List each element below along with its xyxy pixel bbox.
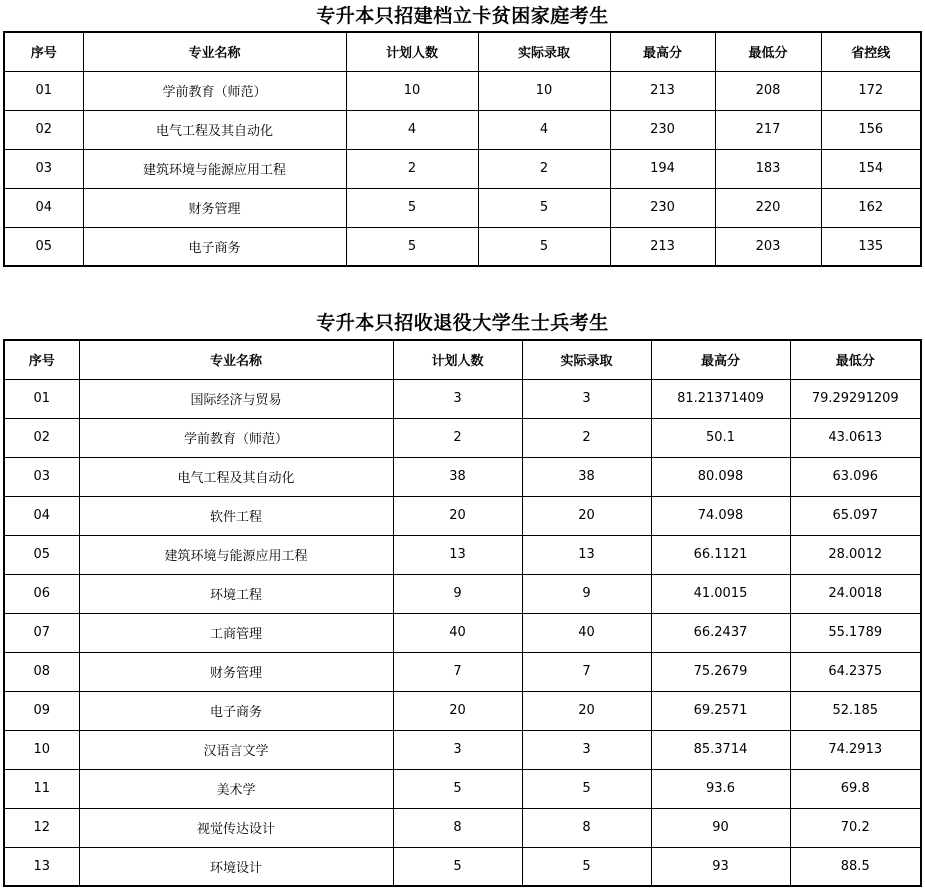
provincial-line-cell: 156 <box>821 110 921 149</box>
planned-count-cell: 5 <box>346 188 478 227</box>
highest-score-cell: 90 <box>651 808 790 847</box>
provincial-line-cell: 172 <box>821 71 921 110</box>
planned-count-cell: 5 <box>393 769 522 808</box>
serial-number-cell: 05 <box>4 535 79 574</box>
planned-count-cell: 7 <box>393 652 522 691</box>
major-name-cell: 电子商务 <box>83 227 346 266</box>
actual-admitted-cell: 2 <box>478 149 610 188</box>
lowest-score-cell: 43.0613 <box>790 418 921 457</box>
actual-admitted-cell: 7 <box>522 652 651 691</box>
table-row <box>4 188 921 227</box>
serial-number-cell: 12 <box>4 808 79 847</box>
column-header: 最低分 <box>790 340 921 379</box>
table-row <box>4 847 921 886</box>
column-header: 最高分 <box>651 340 790 379</box>
actual-admitted-cell: 13 <box>522 535 651 574</box>
serial-number-cell: 03 <box>4 149 83 188</box>
major-name-cell: 国际经济与贸易 <box>79 379 393 418</box>
column-header: 专业名称 <box>79 340 393 379</box>
table-row <box>4 613 921 652</box>
lowest-score-cell: 28.0012 <box>790 535 921 574</box>
column-header: 序号 <box>4 340 79 379</box>
table-row <box>4 110 921 149</box>
table2-title: 专升本只招收退役大学生士兵考生 <box>316 312 609 334</box>
actual-admitted-cell: 10 <box>478 71 610 110</box>
column-header: 实际录取 <box>522 340 651 379</box>
lowest-score-cell: 52.185 <box>790 691 921 730</box>
table-row <box>4 691 921 730</box>
highest-score-cell: 213 <box>610 71 715 110</box>
major-name-cell: 学前教育（师范） <box>83 71 346 110</box>
actual-admitted-cell: 40 <box>522 613 651 652</box>
major-name-cell: 环境设计 <box>79 847 393 886</box>
highest-score-cell: 230 <box>610 188 715 227</box>
serial-number-cell: 10 <box>4 730 79 769</box>
lowest-score-cell: 88.5 <box>790 847 921 886</box>
lowest-score-cell: 74.2913 <box>790 730 921 769</box>
highest-score-cell: 50.1 <box>651 418 790 457</box>
lowest-score-cell: 65.097 <box>790 496 921 535</box>
serial-number-cell: 08 <box>4 652 79 691</box>
lowest-score-cell: 220 <box>715 188 821 227</box>
highest-score-cell: 66.1121 <box>651 535 790 574</box>
actual-admitted-cell: 3 <box>522 379 651 418</box>
actual-admitted-cell: 5 <box>522 769 651 808</box>
serial-number-cell: 01 <box>4 71 83 110</box>
table1-title: 专升本只招建档立卡贫困家庭考生 <box>316 5 609 27</box>
table-row <box>4 149 921 188</box>
serial-number-cell: 09 <box>4 691 79 730</box>
serial-number-cell: 05 <box>4 227 83 266</box>
table-row <box>4 227 921 266</box>
column-header: 最低分 <box>715 32 821 71</box>
column-header: 计划人数 <box>393 340 522 379</box>
column-header: 省控线 <box>821 32 921 71</box>
actual-admitted-cell: 2 <box>522 418 651 457</box>
highest-score-cell: 75.2679 <box>651 652 790 691</box>
lowest-score-cell: 208 <box>715 71 821 110</box>
serial-number-cell: 13 <box>4 847 79 886</box>
serial-number-cell: 01 <box>4 379 79 418</box>
actual-admitted-cell: 4 <box>478 110 610 149</box>
planned-count-cell: 9 <box>393 574 522 613</box>
table-row <box>4 71 921 110</box>
planned-count-cell: 10 <box>346 71 478 110</box>
column-header: 最高分 <box>610 32 715 71</box>
serial-number-cell: 04 <box>4 188 83 227</box>
serial-number-cell: 07 <box>4 613 79 652</box>
major-name-cell: 建筑环境与能源应用工程 <box>79 535 393 574</box>
table-row <box>4 808 921 847</box>
major-name-cell: 建筑环境与能源应用工程 <box>83 149 346 188</box>
serial-number-cell: 04 <box>4 496 79 535</box>
column-header: 序号 <box>4 32 83 71</box>
provincial-line-cell: 135 <box>821 227 921 266</box>
serial-number-cell: 02 <box>4 418 79 457</box>
actual-admitted-cell: 5 <box>522 847 651 886</box>
table-row <box>4 652 921 691</box>
highest-score-cell: 41.0015 <box>651 574 790 613</box>
serial-number-cell: 02 <box>4 110 83 149</box>
table-row <box>4 769 921 808</box>
planned-count-cell: 2 <box>346 149 478 188</box>
highest-score-cell: 230 <box>610 110 715 149</box>
planned-count-cell: 20 <box>393 691 522 730</box>
column-header: 实际录取 <box>478 32 610 71</box>
major-name-cell: 环境工程 <box>79 574 393 613</box>
provincial-line-cell: 162 <box>821 188 921 227</box>
serial-number-cell: 06 <box>4 574 79 613</box>
table2-header-row <box>4 340 921 379</box>
table-row <box>4 535 921 574</box>
major-name-cell: 电子商务 <box>79 691 393 730</box>
major-name-cell: 电气工程及其自动化 <box>79 457 393 496</box>
lowest-score-cell: 70.2 <box>790 808 921 847</box>
major-name-cell: 视觉传达设计 <box>79 808 393 847</box>
table-row <box>4 457 921 496</box>
planned-count-cell: 4 <box>346 110 478 149</box>
planned-count-cell: 3 <box>393 730 522 769</box>
serial-number-cell: 03 <box>4 457 79 496</box>
poverty-students-admission-table <box>3 31 922 267</box>
actual-admitted-cell: 5 <box>478 227 610 266</box>
planned-count-cell: 2 <box>393 418 522 457</box>
highest-score-cell: 81.21371409 <box>651 379 790 418</box>
highest-score-cell: 80.098 <box>651 457 790 496</box>
planned-count-cell: 20 <box>393 496 522 535</box>
planned-count-cell: 38 <box>393 457 522 496</box>
actual-admitted-cell: 20 <box>522 691 651 730</box>
major-name-cell: 美术学 <box>79 769 393 808</box>
lowest-score-cell: 203 <box>715 227 821 266</box>
highest-score-cell: 85.3714 <box>651 730 790 769</box>
lowest-score-cell: 217 <box>715 110 821 149</box>
planned-count-cell: 3 <box>393 379 522 418</box>
table-row <box>4 418 921 457</box>
highest-score-cell: 69.2571 <box>651 691 790 730</box>
major-name-cell: 软件工程 <box>79 496 393 535</box>
actual-admitted-cell: 5 <box>478 188 610 227</box>
actual-admitted-cell: 20 <box>522 496 651 535</box>
actual-admitted-cell: 9 <box>522 574 651 613</box>
table1-header-row <box>4 32 921 71</box>
lowest-score-cell: 24.0018 <box>790 574 921 613</box>
actual-admitted-cell: 8 <box>522 808 651 847</box>
actual-admitted-cell: 38 <box>522 457 651 496</box>
lowest-score-cell: 183 <box>715 149 821 188</box>
major-name-cell: 财务管理 <box>83 188 346 227</box>
planned-count-cell: 8 <box>393 808 522 847</box>
major-name-cell: 财务管理 <box>79 652 393 691</box>
planned-count-cell: 5 <box>346 227 478 266</box>
table-row <box>4 379 921 418</box>
planned-count-cell: 5 <box>393 847 522 886</box>
actual-admitted-cell: 3 <box>522 730 651 769</box>
lowest-score-cell: 55.1789 <box>790 613 921 652</box>
provincial-line-cell: 154 <box>821 149 921 188</box>
highest-score-cell: 93 <box>651 847 790 886</box>
lowest-score-cell: 63.096 <box>790 457 921 496</box>
planned-count-cell: 13 <box>393 535 522 574</box>
table-row <box>4 496 921 535</box>
lowest-score-cell: 69.8 <box>790 769 921 808</box>
lowest-score-cell: 79.29291209 <box>790 379 921 418</box>
table-row <box>4 574 921 613</box>
highest-score-cell: 194 <box>610 149 715 188</box>
highest-score-cell: 93.6 <box>651 769 790 808</box>
lowest-score-cell: 64.2375 <box>790 652 921 691</box>
highest-score-cell: 66.2437 <box>651 613 790 652</box>
planned-count-cell: 40 <box>393 613 522 652</box>
column-header: 计划人数 <box>346 32 478 71</box>
table-row <box>4 730 921 769</box>
major-name-cell: 汉语言文学 <box>79 730 393 769</box>
major-name-cell: 学前教育（师范） <box>79 418 393 457</box>
serial-number-cell: 11 <box>4 769 79 808</box>
highest-score-cell: 213 <box>610 227 715 266</box>
column-header: 专业名称 <box>83 32 346 71</box>
major-name-cell: 电气工程及其自动化 <box>83 110 346 149</box>
major-name-cell: 工商管理 <box>79 613 393 652</box>
highest-score-cell: 74.098 <box>651 496 790 535</box>
veteran-students-admission-table <box>3 339 922 887</box>
